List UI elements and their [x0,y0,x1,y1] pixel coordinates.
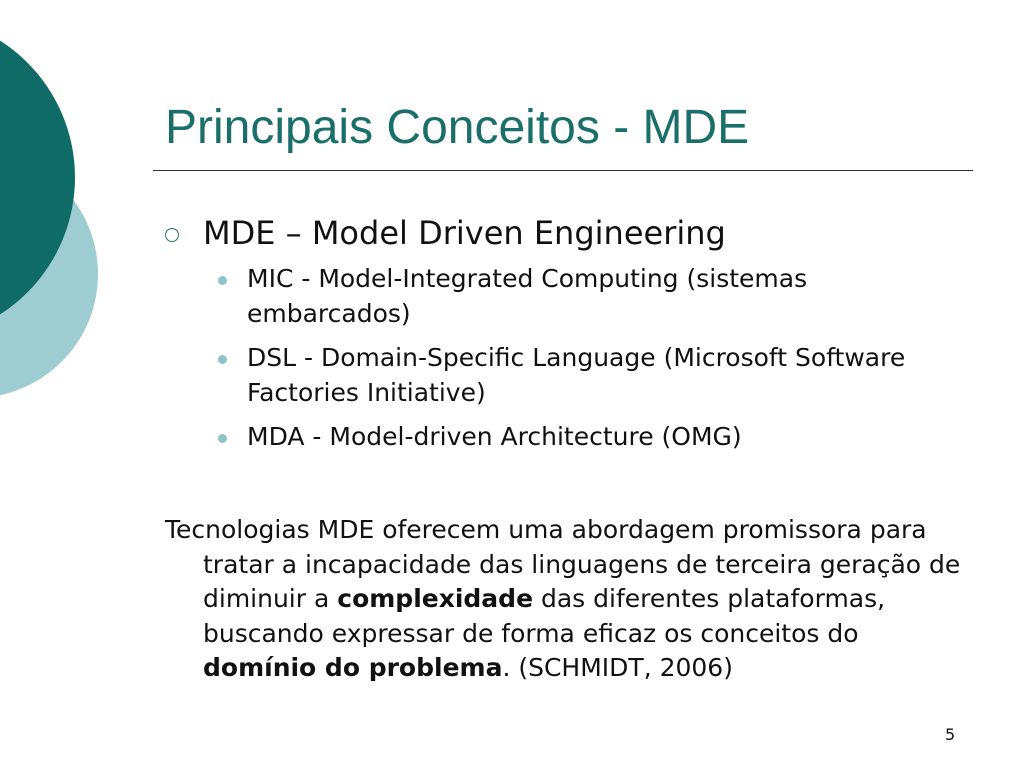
bullet-text: MIC - Model-Integrated Computing (sistemas embarcados) [247,264,808,328]
paragraph-citation: . (SCHMIDT, 2006) [502,653,733,682]
level1-text: MDE – Model Driven Engineering [203,214,726,252]
bullet-item-mic [218,261,958,331]
page-number: 5 [945,725,956,744]
bullet-text: DSL - Domain-Specific Language (Microsoft Software Factories Initiative) [247,343,906,407]
title-divider [153,170,973,171]
paragraph-bold-term: complexidade [337,584,534,613]
dot-bullet-icon [218,434,227,443]
bullet-text: MDA - Model-driven Architecture (OMG) [247,422,742,451]
body-paragraph [165,513,965,686]
paragraph-text: Tecnologias MDE oferecem uma abordagem promissora para tratar a incapacidade das linguagens de terceira geração de diminuir a [165,515,961,613]
paragraph-text: das diferentes plataformas, buscando expressar de forma eficaz os conceitos do [203,584,886,648]
hollow-circle-bullet-icon [165,228,179,242]
dot-bullet-icon [218,276,227,285]
bullet-item-dsl [218,340,958,410]
bullet-item-mda [218,419,958,454]
paragraph-bold-term: domínio do problema [203,653,503,682]
dot-bullet-icon [218,355,227,364]
slide-title: Principais Conceitos - MDE [165,101,750,154]
